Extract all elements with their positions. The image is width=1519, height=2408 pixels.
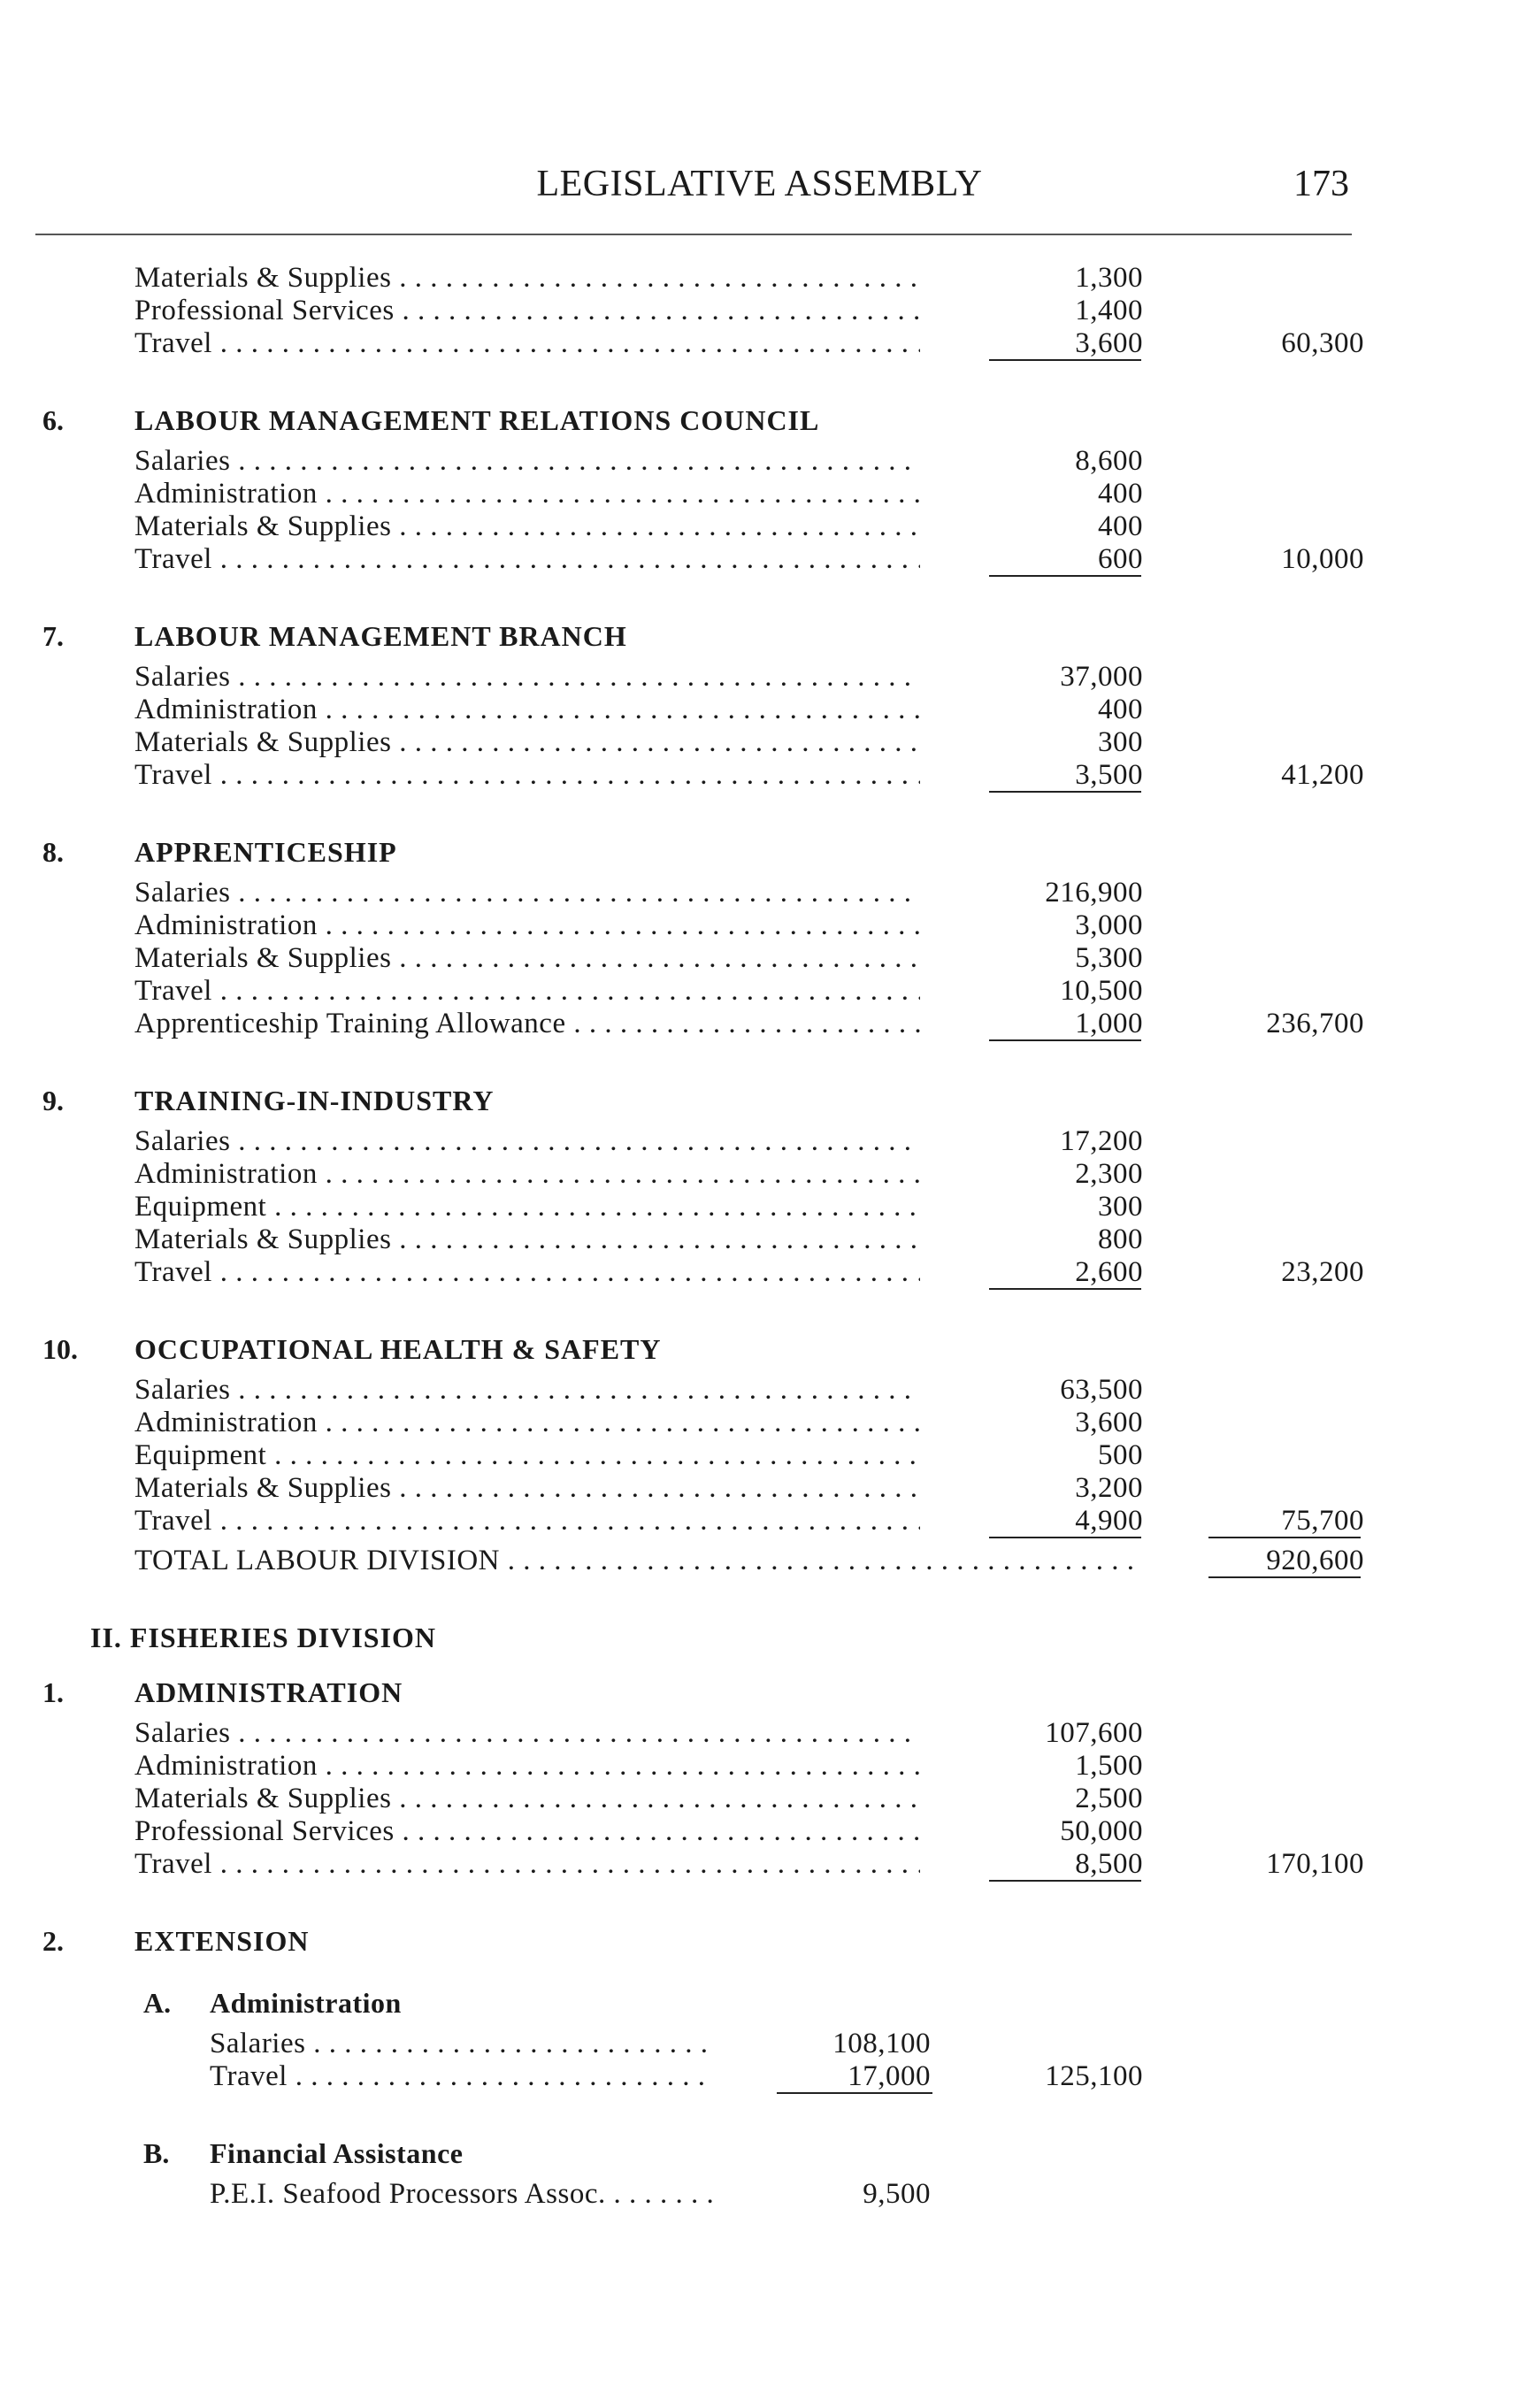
- item-label: Administration . . .: [134, 1158, 920, 1191]
- subtotal-rule: [989, 1537, 1141, 1538]
- item-label: Administration . . .: [134, 694, 920, 726]
- item-amount: 17,000: [848, 2060, 931, 2092]
- item-amount: 800: [1098, 1223, 1143, 1255]
- subtotal-rule: [777, 2092, 932, 2094]
- item-label: Travel . . .: [134, 327, 920, 360]
- section-heading: [0, 618, 1519, 654]
- item-label: Travel . . .: [134, 759, 920, 792]
- line-item: [0, 1815, 1519, 1848]
- item-amount: 400: [1098, 478, 1143, 510]
- section-title: ADMINISTRATION: [134, 1676, 403, 1708]
- division-heading: [0, 1620, 1519, 1655]
- item-amount: 10,500: [1060, 975, 1143, 1007]
- line-item: [0, 877, 1519, 909]
- section-title: EXTENSION: [134, 1925, 310, 1957]
- item-amount: 1,400: [1075, 295, 1143, 326]
- item-amount: 8,600: [1075, 445, 1143, 477]
- item-amount: 1,300: [1075, 262, 1143, 294]
- section-heading: [0, 834, 1519, 870]
- item-amount: 400: [1098, 694, 1143, 725]
- subsection-heading: [0, 1985, 1519, 2021]
- item-amount: 2,500: [1075, 1783, 1143, 1814]
- line-item: [0, 1191, 1519, 1223]
- item-label: Salaries . . .: [134, 877, 920, 909]
- item-label: Salaries . . .: [134, 1374, 920, 1407]
- division-total-rule: [1208, 1576, 1361, 1578]
- section-total: 236,700: [1266, 1008, 1364, 1039]
- section-number: 8.: [42, 836, 64, 868]
- item-label: Travel . . .: [134, 543, 920, 576]
- line-item: [0, 2060, 1519, 2093]
- item-label: Salaries . . .: [134, 445, 920, 478]
- running-title: LEGISLATIVE ASSEMBLY: [536, 164, 983, 204]
- line-item: [0, 445, 1519, 478]
- division-title: II. FISHERIES DIVISION: [90, 1622, 437, 1653]
- subsection-letter: B.: [143, 2137, 170, 2169]
- subtotal-rule: [989, 1880, 1141, 1882]
- item-amount: 9,500: [863, 2178, 931, 2210]
- line-item: [0, 1223, 1519, 1256]
- line-item: [0, 726, 1519, 759]
- item-amount: 2,300: [1075, 1158, 1143, 1190]
- section-number: 2.: [42, 1925, 64, 1957]
- item-amount: 300: [1098, 726, 1143, 758]
- section-title: APPRENTICESHIP: [134, 836, 397, 868]
- item-label: Professional Services . . .: [134, 295, 920, 327]
- item-label: Professional Services . . .: [134, 1815, 920, 1848]
- item-label: Administration . . .: [134, 1407, 920, 1439]
- section-number: 10.: [42, 1333, 78, 1365]
- page-number: 173: [1293, 164, 1349, 204]
- item-amount: 1,000: [1075, 1008, 1143, 1039]
- item-label: Materials & Supplies . . .: [134, 510, 920, 543]
- item-amount: 1,500: [1075, 1750, 1143, 1782]
- section-heading: [0, 1923, 1519, 1959]
- subtotal-rule: [989, 791, 1141, 793]
- item-label: Salaries . . .: [210, 2028, 714, 2060]
- line-item: [0, 1848, 1519, 1881]
- section-total: 170,100: [1266, 1848, 1364, 1880]
- item-amount: 4,900: [1075, 1505, 1143, 1537]
- line-item: [0, 661, 1519, 694]
- header-rule: [35, 234, 1352, 235]
- line-item: [0, 1717, 1519, 1750]
- item-amount: 50,000: [1060, 1815, 1143, 1847]
- item-amount: 3,600: [1075, 1407, 1143, 1438]
- line-item: [0, 1439, 1519, 1472]
- item-amount: 216,900: [1045, 877, 1143, 909]
- subsection-heading: [0, 2136, 1519, 2171]
- item-amount: 3,500: [1075, 759, 1143, 791]
- division-total-line: [0, 1545, 1519, 1577]
- line-item: [0, 2028, 1519, 2060]
- item-amount: 8,500: [1075, 1848, 1143, 1880]
- line-item: [0, 1505, 1519, 1538]
- line-item: [0, 694, 1519, 726]
- item-amount: 300: [1098, 1191, 1143, 1223]
- item-label: Salaries . . .: [134, 661, 920, 694]
- item-label: Administration . . .: [134, 1750, 920, 1783]
- line-item: [0, 909, 1519, 942]
- appropriation-listing: [0, 262, 1519, 2211]
- item-label: Administration . . .: [134, 909, 920, 942]
- item-label: Travel . . .: [134, 1505, 920, 1538]
- subtotal-rule: [989, 1039, 1141, 1041]
- item-amount: 107,600: [1045, 1717, 1143, 1749]
- item-label: Equipment . . .: [134, 1439, 920, 1472]
- subsection-subtotal: 125,100: [1045, 2060, 1143, 2092]
- item-amount: 5,300: [1075, 942, 1143, 974]
- line-item: [0, 543, 1519, 576]
- item-label: Travel . . .: [210, 2060, 714, 2093]
- item-amount: 400: [1098, 510, 1143, 542]
- item-label: P.E.I. Seafood Processors Assoc. . . .: [210, 2178, 714, 2211]
- line-item: [0, 942, 1519, 975]
- line-item: [0, 1374, 1519, 1407]
- division-total-label: TOTAL LABOUR DIVISION . . .: [134, 1545, 1143, 1577]
- line-item: [0, 2178, 1519, 2211]
- line-item: [0, 510, 1519, 543]
- line-item: [0, 327, 1519, 360]
- item-amount: 3,000: [1075, 909, 1143, 941]
- section-number: 1.: [42, 1676, 64, 1708]
- item-amount: 63,500: [1060, 1374, 1143, 1406]
- section-total: 60,300: [1281, 327, 1364, 359]
- total-rule: [1208, 1537, 1361, 1538]
- page-header: [0, 0, 1519, 248]
- section-title: LABOUR MANAGEMENT BRANCH: [134, 620, 627, 652]
- line-item: [0, 478, 1519, 510]
- section-heading: [0, 1331, 1519, 1367]
- line-item: [0, 1008, 1519, 1040]
- section-heading: [0, 403, 1519, 438]
- line-item: [0, 1407, 1519, 1439]
- section-total: 75,700: [1281, 1505, 1364, 1537]
- line-item: [0, 975, 1519, 1008]
- item-label: Travel . . .: [134, 1256, 920, 1289]
- line-item: [0, 262, 1519, 295]
- section-total: 41,200: [1281, 759, 1364, 791]
- item-amount: 17,200: [1060, 1125, 1143, 1157]
- item-label: Equipment . . .: [134, 1191, 920, 1223]
- line-item: [0, 1158, 1519, 1191]
- item-label: Materials & Supplies . . .: [134, 262, 920, 295]
- item-amount: 108,100: [832, 2028, 931, 2059]
- line-item: [0, 1472, 1519, 1505]
- subtotal-rule: [989, 359, 1141, 361]
- item-label: Materials & Supplies . . .: [134, 942, 920, 975]
- subsection-title: Financial Assistance: [210, 2137, 464, 2169]
- section-number: 9.: [42, 1085, 64, 1116]
- item-label: Travel . . .: [134, 975, 920, 1008]
- section-number: 7.: [42, 620, 64, 652]
- subtotal-rule: [989, 1288, 1141, 1290]
- line-item: [0, 1783, 1519, 1815]
- line-item: [0, 1256, 1519, 1289]
- item-label: Apprenticeship Training Allowance . . .: [134, 1008, 920, 1040]
- line-item: [0, 1750, 1519, 1783]
- section-title: LABOUR MANAGEMENT RELATIONS COUNCIL: [134, 404, 820, 436]
- line-item: [0, 295, 1519, 327]
- item-label: Salaries . . .: [134, 1717, 920, 1750]
- item-amount: 37,000: [1060, 661, 1143, 693]
- subsection-letter: A.: [143, 1987, 172, 2019]
- item-label: Materials & Supplies . . .: [134, 726, 920, 759]
- section-title: TRAINING-IN-INDUSTRY: [134, 1085, 495, 1116]
- item-label: Materials & Supplies . . .: [134, 1472, 920, 1505]
- line-item: [0, 759, 1519, 792]
- line-item: [0, 1125, 1519, 1158]
- item-amount: 3,600: [1075, 327, 1143, 359]
- subtotal-rule: [989, 575, 1141, 577]
- section-title: OCCUPATIONAL HEALTH & SAFETY: [134, 1333, 662, 1365]
- item-label: Materials & Supplies . . .: [134, 1783, 920, 1815]
- section-number: 6.: [42, 404, 64, 436]
- item-amount: 3,200: [1075, 1472, 1143, 1504]
- section-total: 10,000: [1281, 543, 1364, 575]
- section-total: 23,200: [1281, 1256, 1364, 1288]
- item-label: Materials & Supplies . . .: [134, 1223, 920, 1256]
- item-label: Administration . . .: [134, 478, 920, 510]
- item-label: Salaries . . .: [134, 1125, 920, 1158]
- section-heading: [0, 1083, 1519, 1118]
- item-amount: 500: [1098, 1439, 1143, 1471]
- section-heading: [0, 1675, 1519, 1710]
- item-amount: 2,600: [1075, 1256, 1143, 1288]
- division-total-amount: 920,600: [1266, 1545, 1364, 1576]
- subsection-title: Administration: [210, 1987, 402, 2019]
- item-amount: 600: [1098, 543, 1143, 575]
- item-label: Travel . . .: [134, 1848, 920, 1881]
